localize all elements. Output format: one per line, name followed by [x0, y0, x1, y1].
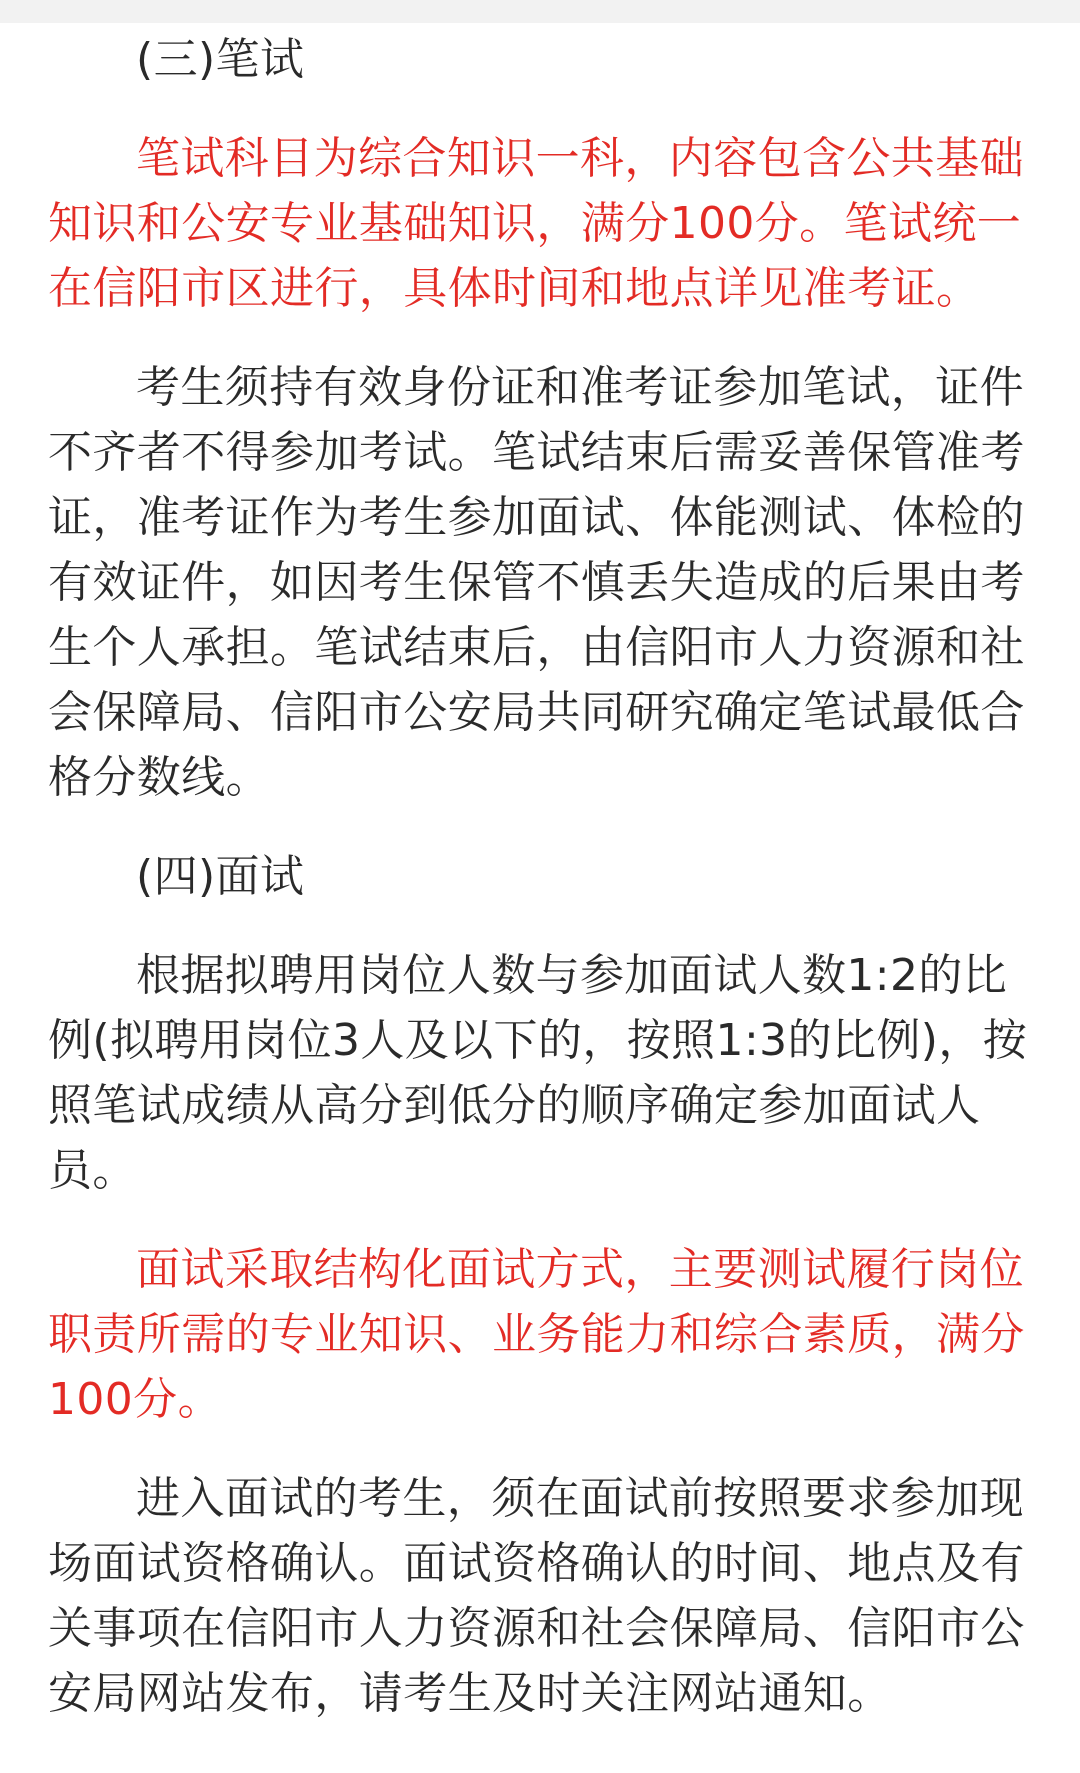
text-line: 100分。: [48, 1374, 222, 1425]
section-heading-interview: [48, 844, 1038, 909]
text-line: 不齐者不得参加考试。笔试结束后需妥善保管准考: [48, 427, 1025, 478]
text-line: 笔试科目为综合知识一科，内容包含公共基础: [136, 133, 1024, 184]
text-line: 安局网站发布，请考生及时关注网站通知。: [48, 1668, 892, 1719]
text-line: 例(拟聘用岗位3人及以下的，按照1:3的比例)，按: [48, 1015, 1028, 1066]
text-line: 职责所需的专业知识、业务能力和综合素质，满分: [48, 1309, 1025, 1360]
section-heading-written-exam: [48, 27, 1038, 92]
heading-text: (三)笔试: [136, 34, 305, 85]
text-line: 考生须持有效身份证和准考证参加笔试，证件: [136, 362, 1024, 413]
text-line: 员。: [48, 1145, 137, 1196]
paragraph-written-exam-documents: [48, 355, 1038, 810]
text-line: 照笔试成绩从高分到低分的顺序确定参加面试人: [48, 1080, 981, 1131]
text-line: 会保障局、信阳市公安局共同研究确定笔试最低合: [48, 687, 1025, 738]
text-line: 进入面试的考生，须在面试前按照要求参加现: [136, 1473, 1024, 1524]
text-line: 生个人承担。笔试结束后，由信阳市人力资源和社: [48, 622, 1025, 673]
text-line: 有效证件，如因考生保管不慎丢失造成的后果由考: [48, 557, 1025, 608]
text-line: 场面试资格确认。面试资格确认的时间、地点及有: [48, 1538, 1025, 1589]
text-line: 证，准考证作为考生参加面试、体能测试、体检的: [48, 492, 1025, 543]
article-body: [48, 27, 1038, 1760]
heading-text: (四)面试: [136, 851, 305, 902]
paragraph-interview-qualification: [48, 1466, 1038, 1726]
paragraph-interview-format: [48, 1237, 1038, 1432]
address-bar[interactable]: [0, 0, 1080, 23]
text-line: 关事项在信阳市人力资源和社会保障局、信阳市公: [48, 1603, 1025, 1654]
text-line: 在信阳市区进行，具体时间和地点详见准考证。: [48, 263, 981, 314]
text-line: 面试采取结构化面试方式，主要测试履行岗位: [136, 1244, 1024, 1295]
text-line: 根据拟聘用岗位人数与参加面试人数1:2的比: [136, 950, 1008, 1001]
paragraph-written-exam-subject: [48, 126, 1038, 321]
text-line: 知识和公安专业基础知识，满分100分。笔试统一: [48, 198, 1022, 249]
text-line: 格分数线。: [48, 752, 270, 803]
paragraph-interview-ratio: [48, 943, 1038, 1203]
